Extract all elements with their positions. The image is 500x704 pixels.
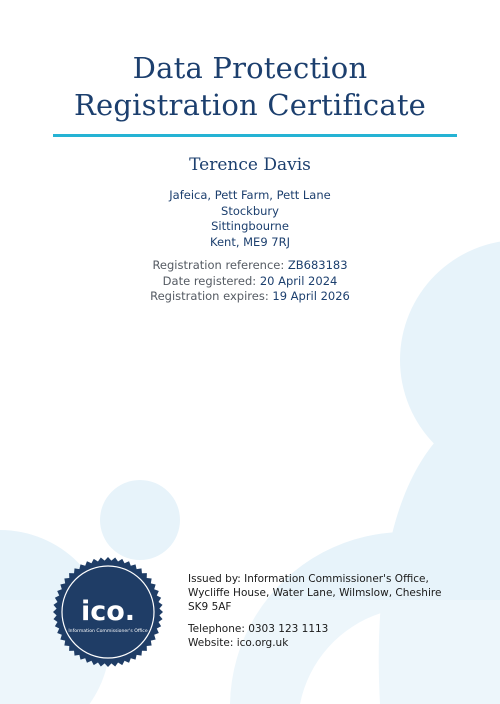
- title-line-1: Data Protection: [132, 51, 368, 85]
- issued-by-line: SK9 5AF: [188, 601, 232, 613]
- registration-expires: [0, 289, 500, 305]
- title-line-2: Registration Certificate: [73, 88, 427, 122]
- address-line: Sittingbourne: [211, 219, 289, 233]
- issued-by-line: Wycliffe House, Water Lane, Wilmslow, Cheshire: [188, 587, 442, 599]
- title-divider: [53, 134, 457, 137]
- page-title: [0, 50, 500, 124]
- date-registered-value: 20 April 2024: [259, 273, 338, 288]
- date-registered: [0, 274, 500, 290]
- watermark-i-dot: [100, 480, 180, 560]
- contact-block: [188, 622, 488, 650]
- date-registered-label: Date registered:: [162, 273, 257, 288]
- registration-details: [0, 258, 500, 305]
- seal-logo-text: ico.: [80, 596, 136, 627]
- holder-address: [0, 188, 500, 250]
- holder-name: Terence Davis: [189, 155, 311, 175]
- registration-reference-value: ZB683183: [287, 258, 348, 272]
- address-line: Kent, ME9 7RJ: [209, 234, 290, 249]
- issued-by-line: Issued by: Information Commissioner's Office,: [188, 573, 429, 585]
- seal-subtitle: Information Commissioner's Office: [68, 629, 148, 634]
- registration-reference-label: Registration reference:: [152, 258, 285, 272]
- issued-by-block: [188, 572, 488, 614]
- website-link[interactable]: Website: ico.org.uk: [188, 637, 289, 649]
- ico-seal-logo: [52, 556, 164, 668]
- registration-reference: [0, 258, 500, 274]
- telephone: Telephone: 0303 123 1113: [188, 623, 329, 635]
- registration-expires-value: 19 April 2026: [272, 289, 350, 303]
- address-line: Stockbury: [221, 203, 279, 218]
- registration-expires-label: Registration expires:: [150, 289, 269, 303]
- address-line: Jafeica, Pett Farm, Pett Lane: [169, 188, 331, 202]
